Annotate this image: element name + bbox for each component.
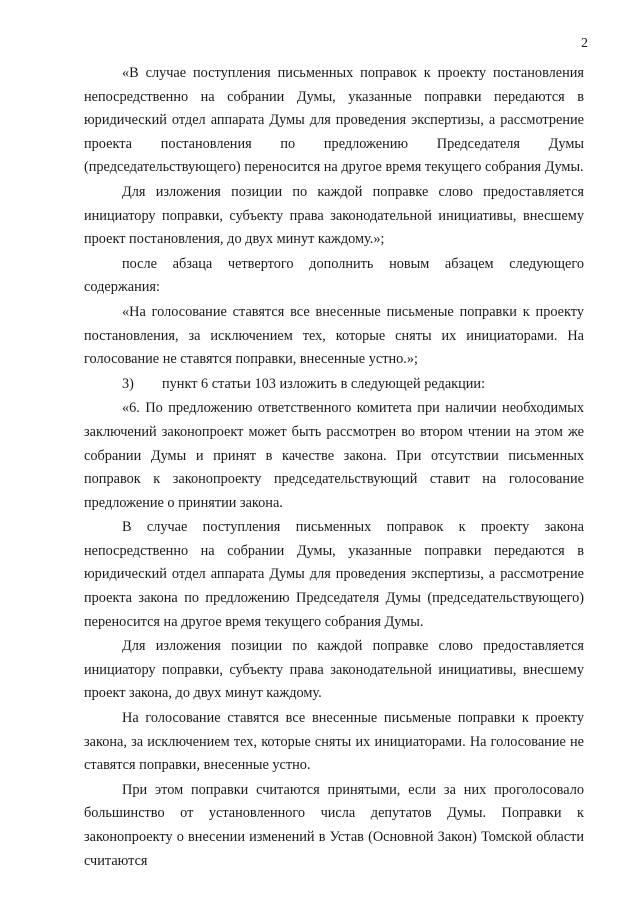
list-item-text: пункт 6 статьи 103 изложить в следующей редакции: — [162, 375, 486, 392]
page-number: 2 — [581, 36, 588, 51]
list-item — [84, 373, 584, 397]
paragraph: «На голосование ставятся все внесенные письменые поправки к проекту постановления, за исключением тех, которые сняты их инициаторами. На голосование не ставятся поправки, внесенные устно.»; — [84, 303, 584, 368]
paragraph: При этом поправки считаются принятыми, если за них проголосовало большинство от установленного числа депутатов Думы. Поправки к законопроекту о внесении изменений в Устав (Основной Закон) Томской области считаются — [84, 781, 584, 869]
paragraph: Для изложения позиции по каждой поправке слово предоставляется инициатору поправки, субъекту права законодательной инициативы, внесшему проект постановления, до двух минут каждому.»; — [84, 183, 584, 248]
paragraph: после абзаца четвертого дополнить новым абзацем следующего содержания: — [84, 255, 584, 296]
paragraph: «В случае поступления письменных поправок к проекту постановления непосредственно на собрании Думы, указанные поправки передаются в юридический отдел аппарата Думы для проведения экспертизы, а рассмотрение проекта постановления по предложению Председателя Думы (председательствующего) переносится на другое время текущего собрания Думы. — [84, 65, 584, 176]
paragraph: Для изложения позиции по каждой поправке слово предоставляется инициатору поправки, субъекту права законодательной инициативы, внесшему проект закона, до двух минут каждому. — [84, 638, 584, 702]
paragraph: В случае поступления письменных поправок к проекту закона непосредственно на собрании Думы, указанные поправки передаются в юридический отдел аппарата Думы для проведения экспертизы, а рассмотрение проекта закона по предложению Председателя Думы (председательствующего) переносится на другое время текущего собрания Думы. — [84, 519, 584, 630]
list-number: 3) — [122, 375, 134, 392]
document-body — [84, 62, 584, 874]
paragraph: «6. По предложению ответственного комитета при наличии необходимых заключений законопроект может быть рассмотрен во втором чтении на этом же собрании Думы и принят в качестве закона. При отсутствии письменных поправок к законопроекту председательствующий ставит на голосование предложение о принятии закона. — [84, 400, 584, 511]
paragraph: На голосование ставятся все внесенные письменые поправки к проекту закона, за исключением тех, которые сняты их инициаторами. На голосование не ставятся поправки, внесенные устно. — [84, 710, 584, 774]
